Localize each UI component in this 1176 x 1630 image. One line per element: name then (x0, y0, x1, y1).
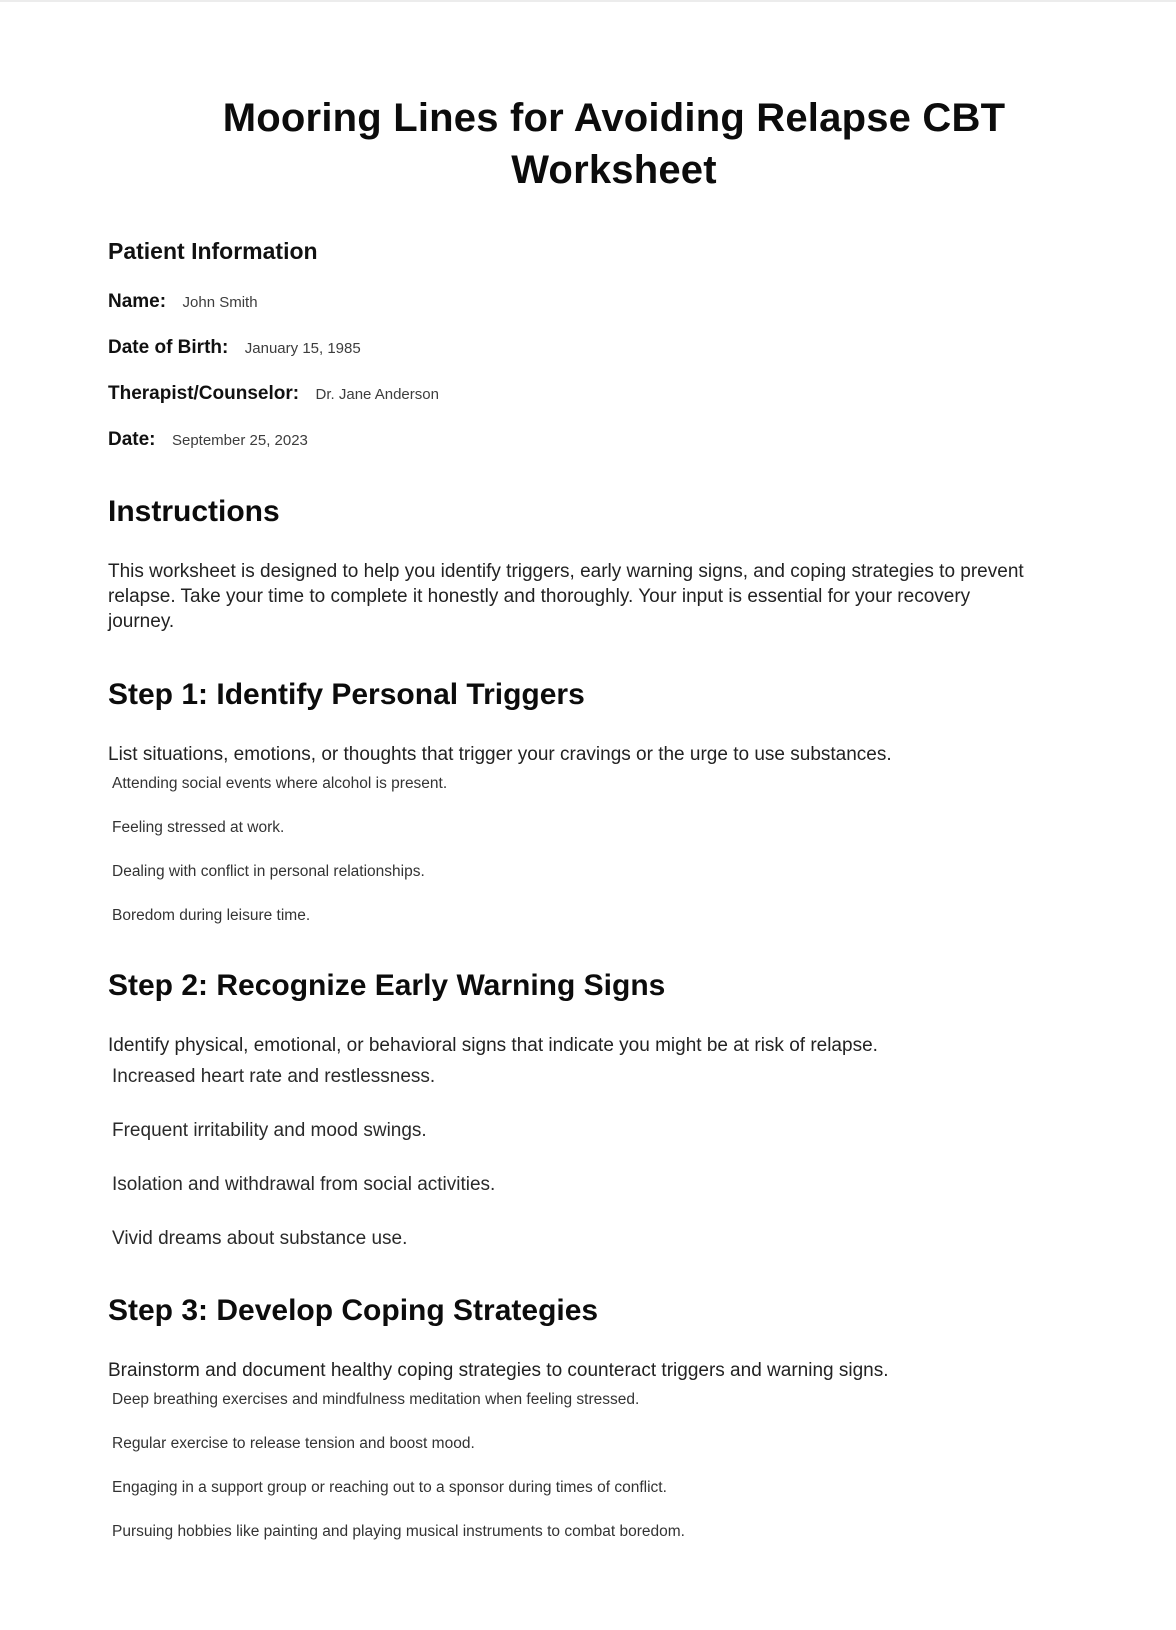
dob-label: Date of Birth: (108, 337, 229, 358)
step-1-entry: Dealing with conflict in personal relationships. (112, 863, 425, 880)
step-3-entry: Pursuing hobbies like painting and playing musical instruments to combat boredom. (112, 1523, 685, 1540)
document-title: Mooring Lines for Avoiding Relapse CBT Worksheet (222, 96, 1006, 192)
step-2-entry: Isolation and withdrawal from social activities. (112, 1174, 496, 1195)
instructions-body: This worksheet is designed to help you identify triggers, early warning signs, and coping strategies to prevent relapse. Take your time to complete it honestly and thoroughly. Your input is essential for your recovery journey. (108, 561, 1024, 632)
step-1-section (108, 678, 1120, 925)
date-label: Date: (108, 429, 156, 450)
patient-field-date (108, 429, 1120, 451)
step-3-description: Brainstorm and document healthy coping strategies to counteract triggers and warning signs. (108, 1360, 889, 1381)
step-2-entry: Frequent irritability and mood swings. (112, 1120, 427, 1141)
step-3-entry: Deep breathing exercises and mindfulness meditation when feeling stressed. (112, 1391, 640, 1408)
step-2-section (108, 969, 1120, 1250)
patient-field-therapist (108, 383, 1120, 405)
step-1-entry: Feeling stressed at work. (112, 819, 285, 836)
date-value: September 25, 2023 (171, 432, 308, 449)
dob-value: January 15, 1985 (244, 340, 361, 357)
name-value: John Smith (182, 294, 258, 311)
step-2-entries (108, 1066, 1120, 1250)
instructions-heading: Instructions (108, 495, 280, 528)
patient-field-dob (108, 337, 1120, 359)
step-1-entries (108, 775, 1120, 925)
patient-info-section (108, 238, 1120, 451)
step-2-entry: Increased heart rate and restlessness. (112, 1066, 436, 1087)
step-3-entry: Engaging in a support group or reaching out to a sponsor during times of conflict. (112, 1479, 667, 1496)
step-2-entry: Vivid dreams about substance use. (112, 1228, 408, 1249)
therapist-value: Dr. Jane Anderson (315, 386, 439, 403)
step-3-entries (108, 1391, 1120, 1541)
step-2-description: Identify physical, emotional, or behavioral signs that indicate you might be at risk of relapse. (108, 1035, 878, 1056)
step-1-entry: Boredom during leisure time. (112, 907, 311, 924)
step-1-description: List situations, emotions, or thoughts that trigger your cravings or the urge to use substances. (108, 744, 892, 765)
step-3-section (108, 1294, 1120, 1541)
step-3-heading: Step 3: Develop Coping Strategies (108, 1294, 599, 1327)
step-3-entry: Regular exercise to release tension and boost mood. (112, 1435, 475, 1452)
name-label: Name: (108, 291, 167, 312)
step-1-entry: Attending social events where alcohol is present. (112, 775, 448, 792)
step-2-heading: Step 2: Recognize Early Warning Signs (108, 969, 666, 1002)
patient-info-heading: Patient Information (108, 238, 318, 264)
therapist-label: Therapist/Counselor: (108, 383, 300, 404)
patient-field-name (108, 291, 1120, 313)
instructions-section (108, 495, 1120, 634)
step-1-heading: Step 1: Identify Personal Triggers (108, 678, 585, 711)
